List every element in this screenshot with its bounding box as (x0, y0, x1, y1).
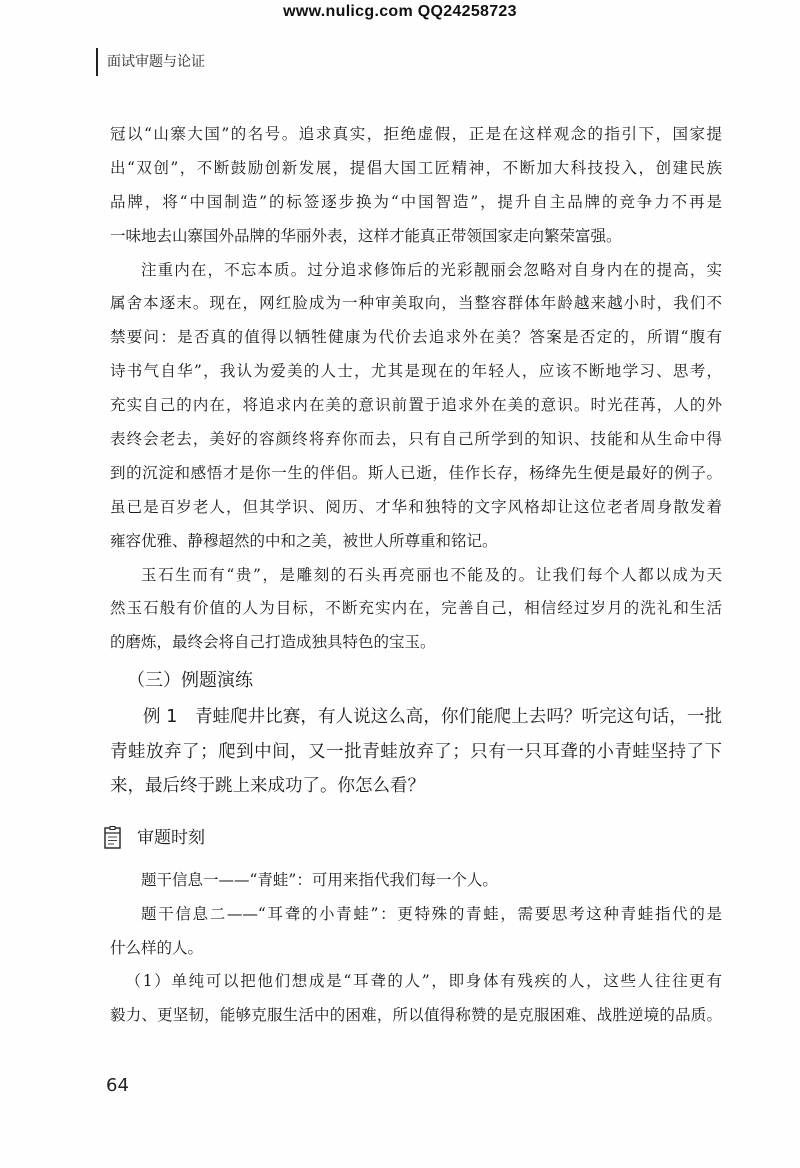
text-line: （1）单纯可以把他们想成是“耳聋的人”，即身体有残疾的人，这些人往往更有 (125, 972, 722, 991)
text-line: 什么样的人。 (110, 938, 204, 957)
paragraph (110, 559, 722, 661)
text-line: 来，最后终于跳上来成功了。你怎么看？ (110, 776, 425, 796)
text-line: 冠以“山寨大国”的名号。追求真实，拒绝虚假，正是在这样观念的指引下，国家提 (110, 125, 722, 143)
running-header: 面试审题与论证 (107, 54, 205, 70)
text-line: 一味地去山寨国外品牌的华丽外表，这样才能真正带领国家走向繁荣富强。 (110, 226, 622, 245)
example-question (110, 700, 722, 804)
paragraph (110, 254, 722, 559)
text-line: 例 1 青蛙爬井比赛，有人说这么高，你们能爬上去吗？听完这句话，一批 (143, 707, 722, 727)
text-line: 禁要问：是否真的值得以牺牲健康为代价去追求外在美？答案是否定的，所谓“腹有 (110, 328, 722, 347)
text-line: 题干信息二——“耳聋的小青蛙”：更特殊的青蛙，需要思考这种青蛙指代的是 (141, 904, 722, 923)
text-line: 题干信息一——“青蛙”：可用来指代我们每一个人。 (141, 871, 498, 889)
text-line: 出“双创”，不断鼓励创新发展，提倡大国工匠精神，不断加大科技投入，创建民族 (110, 158, 722, 177)
text-line: 表终会老去，美好的容颜终将弃你而去，只有自己所学到的知识、技能和从生命中得 (110, 430, 722, 449)
review-title: 审题时刻 (137, 828, 205, 848)
text-line: 玉石生而有“贵”，是雕刻的石头再亮丽也不能及的。让我们每个人都以成为天 (141, 565, 722, 584)
page-number: 64 (106, 1075, 129, 1096)
text-line: 虽已是百岁老人，但其学识、阅历、才华和独特的文字风格却让这位老者周身散发着 (110, 497, 722, 516)
notepad-icon (103, 826, 123, 850)
text-line: 属舍本逐末。现在，网红脸成为一种审美取向，当整容群体年龄越来越小时，我们不 (110, 294, 722, 313)
text-line: 品牌，将“中国制造”的标签逐步换为“中国智造”，提升自主品牌的竞争力不再是 (110, 192, 722, 211)
paragraph (110, 118, 722, 254)
text-line: 雍容优雅、静穆超然的中和之美，被世人所尊重和铭记。 (110, 531, 498, 550)
text-line: 到的沉淀和感悟才是你一生的伴侣。斯人已逝，佳作长存，杨绛先生便是最好的例子。 (110, 463, 722, 482)
review-text (110, 864, 722, 1033)
text-line: 青蛙放弃了；爬到中间，又一批青蛙放弃了；只有一只耳聋的小青蛙坚持了下 (110, 741, 722, 762)
body-text (110, 118, 722, 660)
running-header-bar (96, 48, 98, 76)
text-line: 然玉石般有价值的人为目标，不断充实内在，完善自己，相信经过岁月的洗礼和生活 (110, 599, 722, 618)
text-line: 毅力、更坚韧，能够克服生活中的困难，所以值得称赞的是克服困难、战胜逆境的品质。 (110, 1006, 722, 1025)
text-line: 的磨炼，最终会将自己打造成独具特色的宝玉。 (110, 633, 436, 652)
watermark: www.nulicg.com QQ24258723 (283, 3, 517, 20)
text-line: 充实自己的内在，将追求内在美的意识前置于追求外在美的意识。时光荏苒，人的外 (110, 396, 722, 415)
text-line: 诗书气自华”，我认为爱美的人士，尤其是现在的年轻人，应该不断地学习、思考， (110, 362, 722, 381)
section-heading: （三）例题演练 (127, 670, 253, 691)
text-line: 注重内在，不忘本质。过分追求修饰后的光彩靓丽会忽略对自身内在的提高，实 (141, 260, 722, 279)
